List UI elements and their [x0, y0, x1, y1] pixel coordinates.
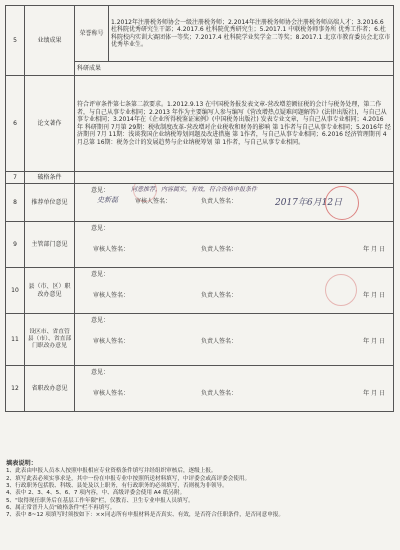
responsible-sign-label: 负责人签名：: [201, 338, 238, 345]
honors-label: 荣誉称号: [75, 6, 109, 62]
auditor-sign-label: 审核人签名：: [93, 338, 130, 345]
row-6-number: 6: [6, 76, 25, 172]
row-exceptional: [6, 172, 394, 184]
instruction-line: 3、行政职务包括股、科级、县处及以上职务，有行政职务的必须填写，否则视为非领导。: [6, 482, 228, 489]
responsible-sign-label: 负责人签名：: [201, 292, 238, 299]
date-label: 年 月 日: [363, 338, 385, 345]
instruction-line: 2、填写此表必须实事求是，其中一份在申报专业中按照所送材料填写，中评委会或高评委会使用。: [6, 475, 251, 482]
date-label: 年 月 日: [363, 390, 385, 397]
handwritten-date: 2017年6月12日: [275, 198, 343, 208]
responsible-sign-label: 负责人签名：: [201, 246, 238, 253]
row-11-label: 设区市、省直管县（市）、省直部门职改办意见: [25, 314, 75, 366]
row-competent-department: [6, 222, 394, 268]
row-9-label: 主管部门意见: [25, 222, 75, 268]
row-papers: [6, 76, 394, 172]
row-10-sign-area: [75, 268, 394, 314]
honors-content: 1.2012年注册税务师协会一级注册税务师；2.2014年注册税务师协会注册税务师高端人才；3.2016.6 杜科院优秀研究生干部；4.2017.6 杜科院优秀研究生；5.2017.1 中联税务师事务所 优秀工作者；6.杜科院校内实训大赛团体一等奖；7.2017.4 杜科院学业奖学金二等奖；8.2017.1 北京市教育委员会北京市优秀毕业生。: [109, 6, 394, 62]
row-provincial-office: [6, 366, 394, 412]
row-12-label: 省职改办意见: [25, 366, 75, 412]
date-label: 年 月 日: [363, 246, 385, 253]
instruction-line: 5、"取得现任职务后在基层工作年限"栏，仅教育、卫生专业申报人员填写。: [6, 497, 194, 504]
responsible-sign-label: 负责人签名：: [201, 390, 238, 397]
research-label-text: 科研成果: [77, 64, 102, 72]
exceptional-content: [75, 172, 394, 184]
instruction-line: 6、属正常晋升人员"破格条件"栏不再填写。: [6, 505, 116, 512]
auditor-sign-label: 审核人签名：: [93, 292, 130, 299]
date-label: 年 月 日: [363, 292, 385, 299]
auditor-sign-label: 审核人签名：: [135, 198, 172, 205]
form-instructions: [6, 460, 394, 520]
row-achievements: [6, 6, 394, 62]
red-seal-stamp: [325, 186, 359, 220]
opinion-label: 意见：: [91, 369, 110, 376]
auditor-sign-label: 审核人签名：: [93, 246, 130, 253]
row-county-office: [6, 268, 394, 314]
opinion-label: 意见：: [91, 225, 110, 232]
handwritten-note: 同意推荐，内容属实，有效，符合资格申报条件: [131, 186, 258, 193]
row-7-label: 破格条件: [25, 172, 75, 184]
handwritten-signature: 史新磊: [97, 196, 118, 204]
row-9-number: 9: [6, 222, 25, 268]
opinion-label: 意见：: [91, 271, 110, 278]
auditor-sign-label: 审核人签名：: [93, 390, 130, 397]
faint-seal-stamp: [325, 274, 357, 306]
row-11-number: 11: [6, 314, 25, 366]
opinion-label: 意见：: [91, 187, 110, 194]
instructions-heading: 填表说明：: [6, 460, 37, 467]
row-city-office: [6, 314, 394, 366]
row-11-sign-area: [75, 314, 394, 366]
research-label: [75, 62, 394, 76]
row-12-number: 12: [6, 366, 25, 412]
row-9-sign-area: [75, 222, 394, 268]
row-7-number: 7: [6, 172, 25, 184]
row-8-number: 8: [6, 184, 25, 222]
row-8-sign-area: [75, 184, 394, 222]
row-5-number: 5: [6, 6, 25, 76]
qualification-form-table: [5, 5, 394, 412]
papers-content: 符合评审条件第七条第二款要求。1.2012.9.13 在中国税务报发表文章-营改增差额征税的会计与税务处理，第二作者，与自己从事专业相同；2.2013 年作为主要编写人参与编写《营改增热点疑难问题解答》(法律出版社)，与自己从事专业相同；3.2014年在《企业所得税鉴证案例》(中国税务出版社) 发表专业文章，与自己从事专业相同；4.2016 年 科研期刊 7月第 29期：税收制度改革-营改增对企业税收和财务的影响 第 1作者与自己从事专业相同；5.2016年 经济期刊 7月 11期：浅谈我国企业纳税筹划问题及改进措施 第 1作者，与自己从事专业相同；6.2016 经济管理期刊 4月总第 16期：税务会计的发展趋势与企业纳税筹划 第 1作者，与自己从事专业相同。: [75, 76, 394, 172]
row-10-label: 县（市、区）职改办意见: [25, 268, 75, 314]
instruction-line: 1、此表由申报人员本人按照申报相应专业资格条件填写并经组织审核后，逐级上报。: [6, 468, 217, 475]
instruction-line: 7、表中 8~12 项填写时须按如下：××同志所有申报材料是否真实、有效，是否符合任职条件，是否同意申报。: [6, 512, 284, 519]
instruction-line: 4、表中 2、3、4、5、6、7 项内容，中、高级评委会使用 A4 纸另附。: [6, 490, 186, 497]
opinion-label: 意见：: [91, 317, 110, 324]
row-10-number: 10: [6, 268, 25, 314]
row-5-label: 业绩成果: [25, 6, 75, 76]
row-8-label: 推荐单位意见: [25, 184, 75, 222]
responsible-sign-label: 负责人签名：: [201, 198, 238, 205]
row-12-sign-area: [75, 366, 394, 412]
row-recommending-unit: [6, 184, 394, 222]
row-6-label: 论文著作: [25, 76, 75, 172]
